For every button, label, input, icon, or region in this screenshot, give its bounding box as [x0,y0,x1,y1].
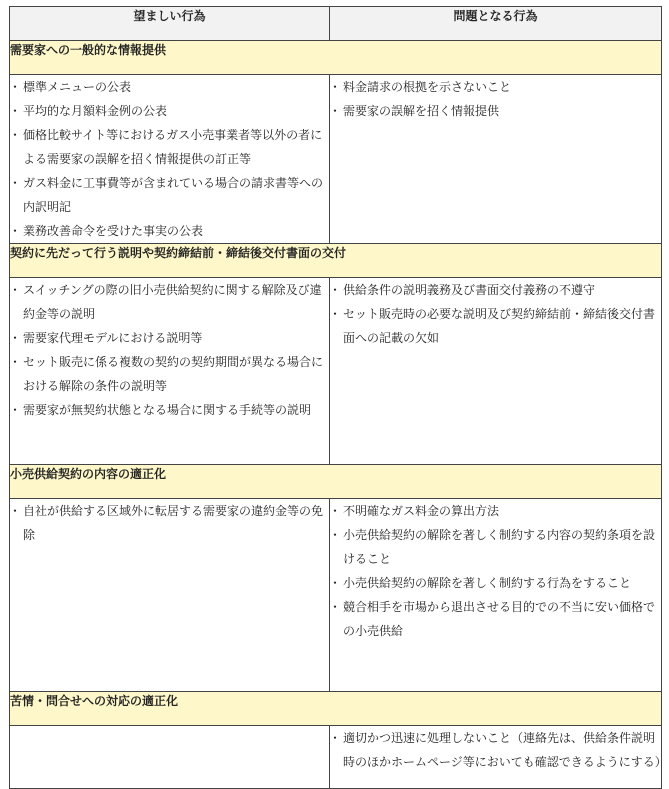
section-row [10,41,662,75]
section-body-row [10,278,662,465]
header-row [10,7,662,41]
list-item: ・ スイッチングの際の旧小売供給契約に関する解除及び違約金等の説明 [10,278,329,326]
desirable-cell [10,278,330,465]
problematic-list [330,278,661,350]
problematic-cell [330,75,662,244]
column-header-problematic: 問題となる行為 [330,7,662,41]
list-item: ・ 需要家代理モデルにおける説明等 [10,326,329,350]
section-title: 苦情・問合せへの対応の適正化 [10,692,662,726]
list-item: ・ 需要家の誤解を招く情報提供 [330,99,661,123]
section-title: 契約に先だって行う説明や契約締結前・締結後交付書面の交付 [10,244,662,278]
guidelines-table [9,6,667,789]
list-item: ・ 需要家が無契約状態となる場合に関する手続等の説明 [10,398,329,422]
problematic-cell [330,278,662,465]
section-title: 小売供給契約の内容の適正化 [10,465,662,499]
problematic-list [330,499,661,643]
list-item: ・ 適切かつ迅速に処理しないこと（連絡先は、供給条件説明時のほかホームページ等においても確認できるようにする） [330,726,661,774]
section-body-row [10,75,662,244]
list-item: ・ 自社が供給する区域外に転居する需要家の違約金等の免除 [10,499,329,547]
desirable-list [10,75,329,243]
desirable-list [10,499,329,547]
section-row [10,465,662,499]
desirable-cell [10,726,330,789]
list-item: ・ 平均的な月額料金例の公表 [10,99,329,123]
problematic-cell [330,499,662,692]
section-row [10,244,662,278]
problematic-cell [330,726,667,789]
desirable-cell [10,75,330,244]
section-title: 需要家への一般的な情報提供 [10,41,662,75]
list-item: ・ 価格比較サイト等におけるガス小売事業者等以外の者による需要家の誤解を招く情報提供の訂正等 [10,123,329,171]
list-item: ・ 小売供給契約の解除を著しく制約する行為をすること [330,571,661,595]
section-body-row [10,726,662,789]
desirable-list [10,278,329,422]
list-item: ・ 不明確なガス料金の算出方法 [330,499,661,523]
list-item: ・ 供給条件の説明義務及び書面交付義務の不遵守 [330,278,661,302]
list-item: ・ 競合相手を市場から退出させる目的での不当に安い価格での小売供給 [330,595,661,643]
list-item: ・ 標準メニューの公表 [10,75,329,99]
list-item: ・ セット販売時の必要な説明及び契約締結前・締結後交付書面への記載の欠如 [330,302,661,350]
section-body-row [10,499,662,692]
column-header-desirable: 望ましい行為 [10,7,330,41]
list-item: ・ ガス料金に工事費等が含まれている場合の請求書等への内訳明記 [10,171,329,219]
desirable-cell [10,499,330,692]
list-item: ・ 小売供給契約の解除を著しく制約する内容の契約条項を設けること [330,523,661,571]
problematic-list [330,75,661,123]
section-row [10,692,662,726]
list-item: ・ 料金請求の根拠を示さないこと [330,75,661,99]
list-item: ・ セット販売に係る複数の契約の契約期間が異なる場合における解除の条件の説明等 [10,350,329,398]
problematic-list [330,726,667,774]
list-item: ・ 業務改善命令を受けた事実の公表 [10,219,329,243]
